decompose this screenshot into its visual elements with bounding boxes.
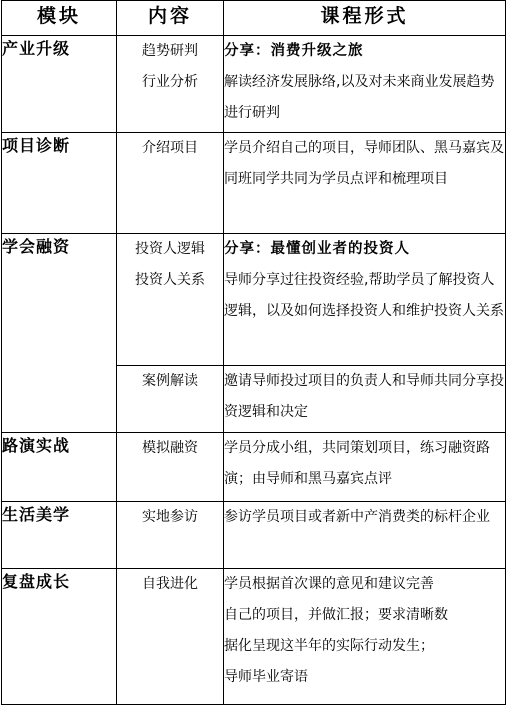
share-title: 分享：最懂创业者的投资人: [224, 241, 410, 257]
content-item: 投资人关系: [135, 272, 205, 288]
format-cell: [224, 433, 506, 502]
content-cell: [117, 433, 224, 502]
format-description: 参访学员项目或者新中产消费类的标杆企业: [224, 509, 490, 525]
header-module: 模块: [2, 1, 117, 36]
module-cell: 复盘成长: [2, 569, 117, 705]
header-row: [2, 1, 506, 36]
table-row: [2, 36, 506, 133]
content-item: 趋势研判: [142, 43, 198, 59]
format-description: 学员分成小组，共同策划项目，练习融资路演；由导师和黑马嘉宾点评: [224, 440, 490, 487]
format-cell: [224, 133, 506, 234]
header-content: 内容: [117, 1, 224, 36]
content-item: 投资人逻辑: [135, 241, 205, 257]
format-description: 学员介绍自己的项目，导师团队、黑马嘉宾及同班同学共同为学员点评和梳理项目: [224, 140, 504, 187]
content-cell: [117, 502, 224, 569]
content-item: 自我进化: [142, 576, 198, 592]
format-description: 导师分享过往投资经验,帮助学员了解投资人逻辑，以及如何选择投资人和维护投资人关系: [224, 272, 504, 319]
content-cell: [117, 366, 224, 433]
format-line: 学员根据首次课的意见和建议完善: [224, 576, 434, 592]
table-row: [2, 502, 506, 569]
format-line: 自己的项目，并做汇报；要求清晰数: [224, 607, 448, 623]
share-title: 分享：消费升级之旅: [224, 43, 364, 59]
content-cell: [117, 234, 224, 366]
module-cell: 生活美学: [2, 502, 117, 569]
header-format: 课程形式: [224, 1, 506, 36]
content-item: 介绍项目: [142, 140, 198, 156]
module-cell: 路演实战: [2, 433, 117, 502]
course-table: [1, 0, 506, 705]
format-cell: [224, 234, 506, 366]
format-description: 解读经济发展脉络,以及对未来商业发展趋势进行研判: [224, 74, 495, 121]
format-cell: [224, 36, 506, 133]
content-cell: [117, 36, 224, 133]
format-cell: [224, 569, 506, 705]
format-description: 邀请导师投过项目的负责人和导师共同分享投资逻辑和决定: [224, 373, 504, 420]
content-item: 案例解读: [142, 373, 198, 389]
content-item: 实地参访: [142, 509, 198, 525]
format-cell: [224, 502, 506, 569]
table-row: [2, 234, 506, 366]
module-cell: 产业升级: [2, 36, 117, 133]
table-row: [2, 569, 506, 705]
content-item: 行业分析: [142, 74, 198, 90]
format-cell: [224, 366, 506, 433]
module-cell: 项目诊断: [2, 133, 117, 234]
table-row: [2, 133, 506, 234]
content-cell: [117, 133, 224, 234]
format-line: 据化呈现这半年的实际行动发生；: [224, 638, 434, 654]
format-line: 导师毕业寄语: [224, 669, 308, 685]
table-row: [2, 433, 506, 502]
module-cell: 学会融资: [2, 234, 117, 433]
content-item: 模拟融资: [142, 440, 198, 456]
content-cell: [117, 569, 224, 705]
